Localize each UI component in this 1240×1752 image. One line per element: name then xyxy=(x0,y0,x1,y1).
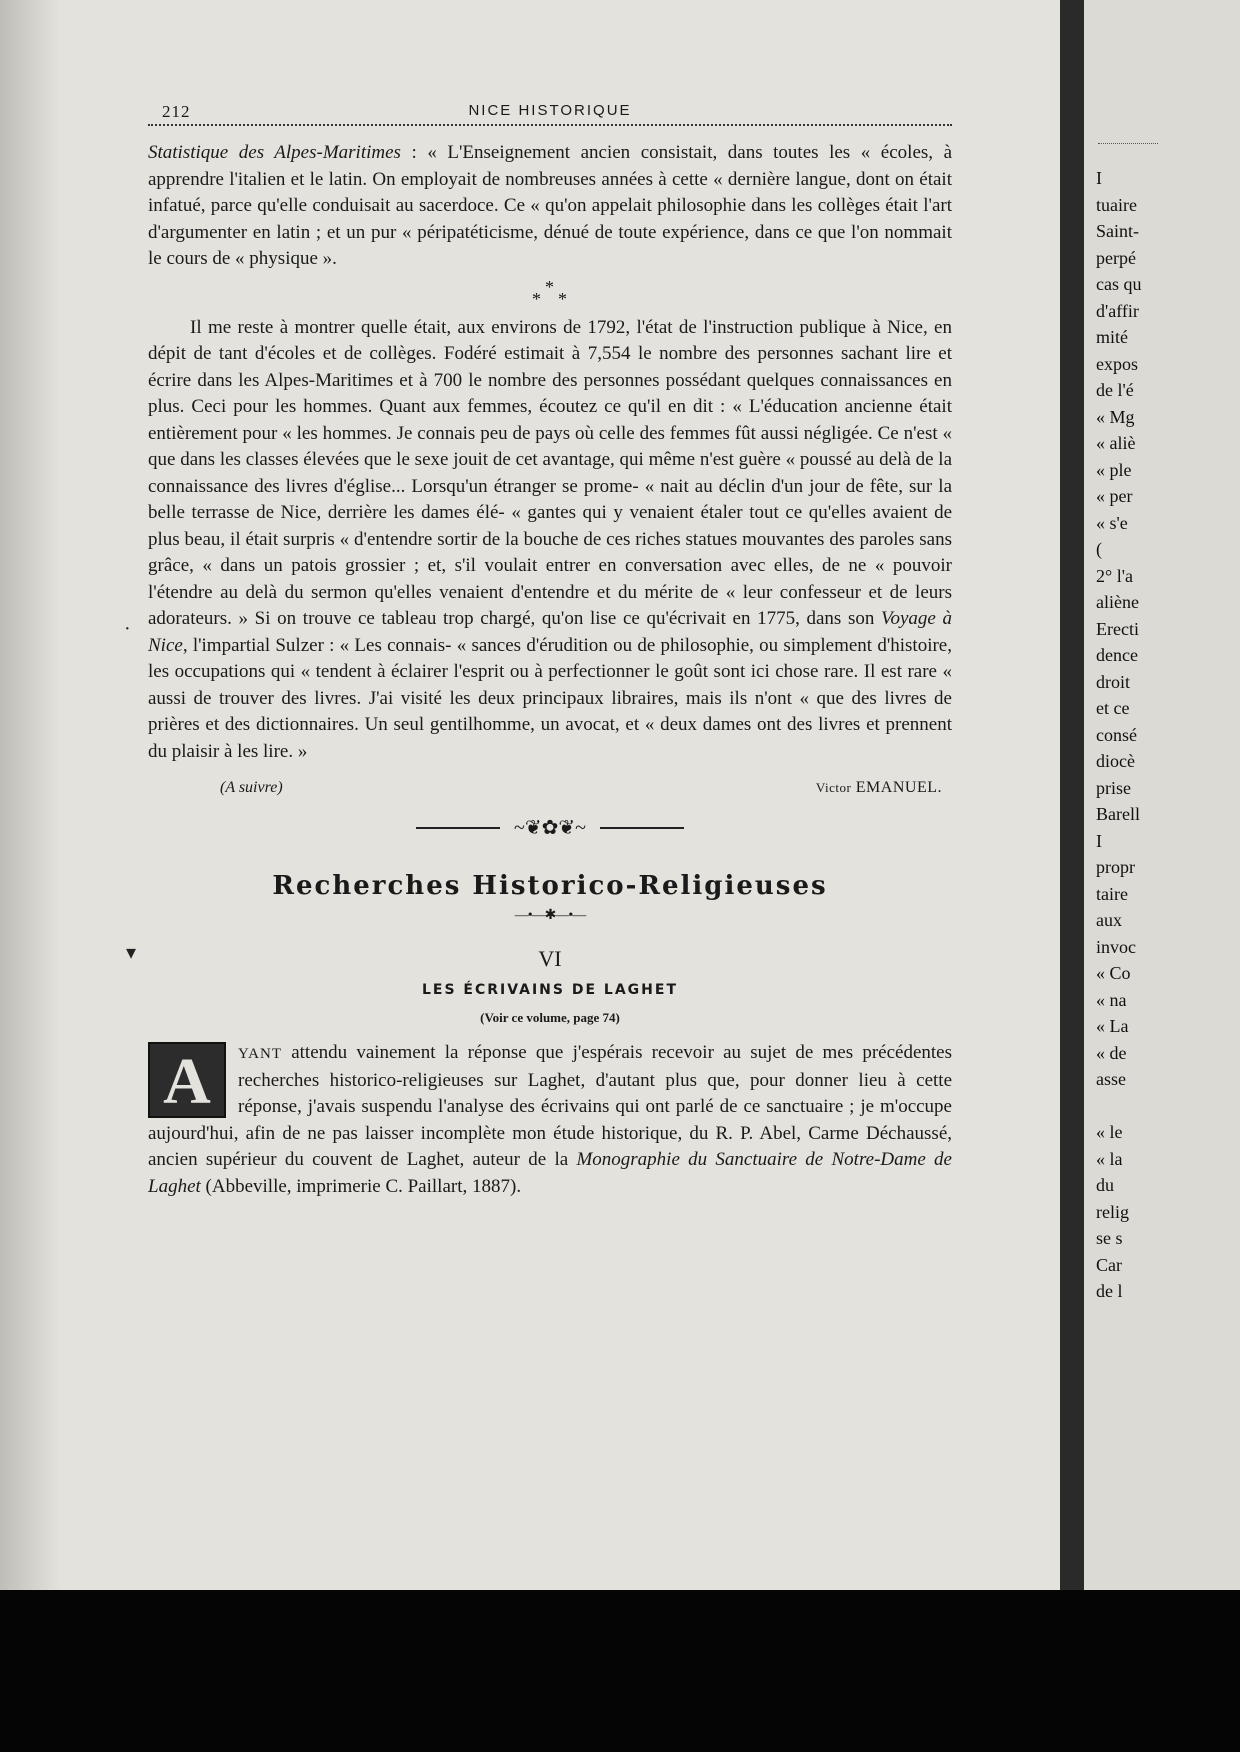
facing-page-line: aliène xyxy=(1096,592,1139,612)
facing-page-line: cas qu xyxy=(1096,274,1142,294)
page-number: 212 xyxy=(162,102,191,121)
dropcap-letter: A xyxy=(148,1042,226,1118)
paragraph-laghet xyxy=(148,1040,952,1200)
facing-page-line: « la xyxy=(1096,1148,1123,1169)
facing-page-line: « le xyxy=(1096,1122,1123,1142)
facing-page-line: mité xyxy=(1096,327,1128,347)
facing-page-line: invoc xyxy=(1096,936,1136,957)
facing-page-line: expos xyxy=(1096,353,1138,374)
facing-page-line: « Co xyxy=(1096,963,1131,983)
facing-page-line: Erecti xyxy=(1096,618,1139,639)
facing-page-line: du xyxy=(1096,1175,1114,1195)
facing-page-line: dence xyxy=(1096,645,1138,665)
facing-page-line: perpé xyxy=(1096,247,1136,268)
paragraph-statistique xyxy=(148,140,952,273)
asterism-star-top: * xyxy=(545,276,554,297)
asterism-star-left: * xyxy=(532,288,541,309)
page-shadow xyxy=(0,0,60,1590)
facing-page-line: « La xyxy=(1096,1016,1129,1036)
paragraph-instruction-text-b: , l'impartial Sulzer : « Les connais- « sances d'érudition ou de philosophie, ou simplement d'histoire, les occupations qui « tendent à éclairer l'esprit ou à perfectionner le goût sont ici chose rare. Il est rare « aussi de trouver des livres. J'ai visité les deux principaux libraires, mais ils n'ont « que des livres de prières et des dictionnaires. Un seul gentilhomme, un avocat, et « deux dames ont des livres et prennent du plaisir à les lire. » xyxy=(148,634,952,762)
paragraph-instruction xyxy=(148,315,952,766)
facing-page-line: aux xyxy=(1096,910,1122,930)
lead-word: YANT xyxy=(238,1046,282,1062)
paragraph-laghet-end: (Abbeville, imprimerie C. Paillart, 1887). xyxy=(200,1175,522,1197)
header-rule xyxy=(148,124,952,126)
facing-page-line: « per xyxy=(1096,486,1133,506)
facing-page-line: diocè xyxy=(1096,751,1135,771)
paragraph-statistique-text: : « L'Enseignement ancien consistait, dans toutes les « écoles, à apprendre l'italien et le latin. On employait de nombreuses années à cette « dernière langue, dont on était infatué, parce qu'elle conduisait au sacerdoce. Ce « qu'on appelait philosophie dans les collèges était l'art d'argumenter en latin ; et un pur « péripatéticisme, dénué de toute expérience, dans ce que l'on nommait le cours de « physique ». xyxy=(148,142,952,269)
facing-page-line: relig xyxy=(1096,1201,1129,1222)
page-header xyxy=(148,90,952,124)
section-number: VI xyxy=(538,946,562,971)
section-title: Recherches Historico-Religieuses xyxy=(272,871,828,901)
volume-note: (Voir ce volume, page 74) xyxy=(480,1010,620,1025)
facing-page-line: propr xyxy=(1096,857,1135,877)
facing-page-line: « s'e xyxy=(1096,512,1128,533)
facing-page-line: I xyxy=(1096,168,1102,188)
facing-page-line: droit xyxy=(1096,671,1130,692)
monographie-title: Monographie du Sanctuaire de Notre-Dame de Laghet xyxy=(148,1149,952,1197)
source-title: Statistique des Alpes-Maritimes xyxy=(148,142,401,163)
facing-page-line: taire xyxy=(1096,883,1128,904)
facing-page-line: Barell xyxy=(1096,804,1140,824)
facing-page-line: asse xyxy=(1096,1069,1126,1089)
voyage-title: Voyage à Nice xyxy=(148,608,952,656)
facing-page-line: « na xyxy=(1096,989,1127,1010)
facing-page-line: d'affir xyxy=(1096,300,1139,321)
facing-page-line: tuaire xyxy=(1096,194,1137,215)
facing-header-rule xyxy=(1098,143,1158,144)
facing-page-line: 2° l'a xyxy=(1096,565,1133,586)
margin-mark: ▾ xyxy=(126,942,137,964)
facing-page-line: se s xyxy=(1096,1228,1123,1248)
facing-page-line: « Mg xyxy=(1096,406,1135,427)
facing-page-line: « de xyxy=(1096,1042,1127,1063)
section-small-rule: —•—✱—•— xyxy=(514,908,586,923)
facing-page-line: « ple xyxy=(1096,459,1132,480)
facing-page-line: consé xyxy=(1096,724,1137,745)
running-title: NICE HISTORIQUE xyxy=(468,102,632,119)
facing-page-line: et ce xyxy=(1096,698,1130,718)
margin-dot: · xyxy=(124,618,131,640)
facing-page-line: ( xyxy=(1096,539,1102,559)
page-content xyxy=(148,90,952,1200)
facing-page-line: prise xyxy=(1096,777,1131,798)
facing-page-line: de l xyxy=(1096,1281,1123,1301)
author-last-name: EMANUEL. xyxy=(855,779,942,796)
fleuron-ornament: ~❦✿❦~ xyxy=(500,815,600,840)
paragraph-laghet-text xyxy=(148,1040,952,1200)
facing-page-line: de l'é xyxy=(1096,380,1134,400)
facing-page-line: Car xyxy=(1096,1254,1122,1275)
facing-page xyxy=(1060,0,1240,1590)
facing-page-line: Saint- xyxy=(1096,221,1139,241)
paragraph-laghet-body: attendu vainement la réponse que j'espérais recevoir au sujet de mes précédentes recherches historico-religieuses sur Laghet, d'autant plus que, pour donner lieu à cette réponse, j'avais suspendu l'analyse des écrivains qui ont parlé de ce sanctuaire ; je m'occupe aujourd'hui, afin de ne pas laisser incomplète mon étude historique, du R. P. Abel, Carme Déchaussé, ancien supérieur du couvent de Laghet, auteur de la xyxy=(148,1042,952,1170)
continuation-note: (A suivre) xyxy=(220,779,283,796)
ornament-divider xyxy=(148,813,952,843)
asterism xyxy=(148,273,952,315)
asterism-star-right: * xyxy=(558,288,567,309)
facing-page-line: « aliè xyxy=(1096,433,1136,453)
paragraph-instruction-text-a: Il me reste à montrer quelle était, aux environs de 1792, l'état de l'instruction publique à Nice, en dépit de tant d'écoles et de collèges. Fodéré estimait à 7,554 le nombre des personnes sachant lire et écrire dans les Alpes-Maritimes et à 700 le nombre des personnes possédant quelques connaissances en plus. Ceci pour les hommes. Quant aux femmes, écoutez ce qu'il en dit : « L'éducation ancienne était entièrement pour « les hommes. Je connais peu de pays où celle des femmes fût aussi négligée. Ce n'est « que dans les classes élevées que le sexe jouit de cet avantage, qui même n'est guère « poussé au delà de la connaissance des livres d'église... Lorsqu'un étranger se prome- « nait au déclin d'un jour de fête, sur la belle terrasse de Nice, derrière les dames élé- « gantes qui y venaient étaler tout ce qu'elles avaient de plus beau, il était surpris « d'entendre sortir de la bouche de ces riches statues mouvantes des paroles sans grâce, « dans un patois grossier ; et, s'il voulait entrer en conversation avec elles, de ne « pouvoir l'étendre au delà du sermon qu'elles venaient d'entendre et du mérite de « leur confesseur et de leurs adorateurs. » Si on trouve ce tableau trop chargé, qu'on lise ce qu'écrivait en 1775, dans son xyxy=(148,316,952,629)
scan-border xyxy=(0,1590,1240,1752)
chapter-title: LES ÉCRIVAINS DE LAGHET xyxy=(421,982,678,998)
signature-line xyxy=(148,779,952,813)
author-name xyxy=(816,779,942,797)
author-first-name: Victor xyxy=(815,780,852,795)
facing-page-line: I xyxy=(1096,830,1102,851)
